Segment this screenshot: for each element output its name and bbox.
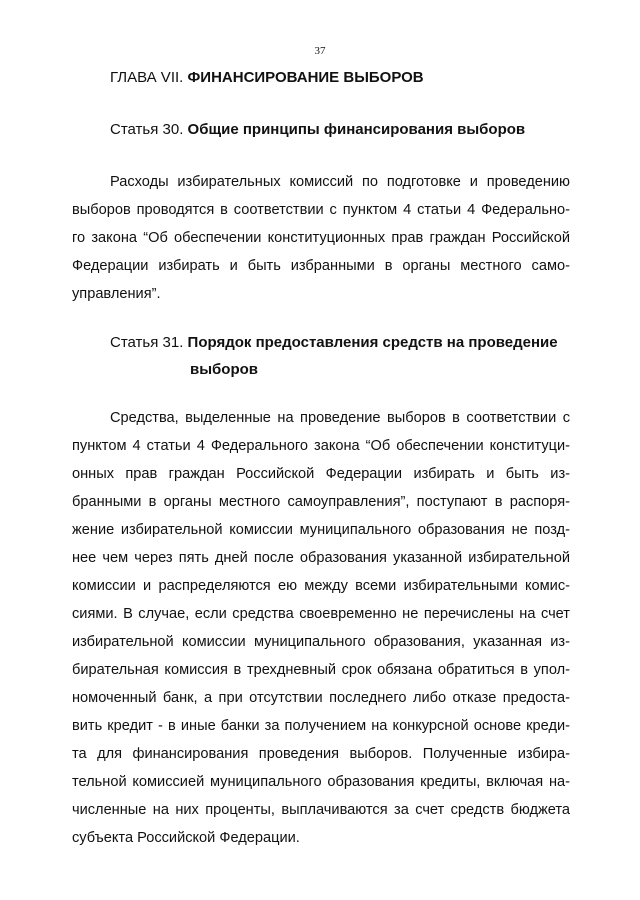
paragraph-line: номоченный банк, а при отсутствии последнего либо отказе предоста- xyxy=(72,690,570,706)
paragraph-line: бирательная комиссия в трехдневный срок обязана обратиться в упол- xyxy=(72,662,570,678)
chapter-title: ФИНАНСИРОВАНИЕ ВЫБОРОВ xyxy=(187,69,424,86)
chapter-heading xyxy=(110,68,424,88)
article-31-prefix: Статья 31. xyxy=(110,334,188,351)
paragraph-line: тельной комиссией муниципального образования кредиты, включая на- xyxy=(72,774,570,790)
article-31-heading xyxy=(110,333,558,353)
paragraph-line: комиссии и распределяются ею между всеми избирательными комис- xyxy=(72,578,570,594)
article-30-prefix: Статья 30. xyxy=(110,121,188,138)
paragraph-line: нее чем через пять дней после образования указанной избирательной xyxy=(72,550,570,566)
paragraph-line: выборов проводятся в соответствии с пунктом 4 статьи 4 Федерально- xyxy=(72,202,570,218)
paragraph-line: та для финансирования проведения выборов. Полученные избира- xyxy=(72,746,570,762)
paragraph-line: управления”. xyxy=(72,286,161,302)
page-number: 37 xyxy=(314,45,326,57)
paragraph-line: сиями. В случае, если средства своевременно не перечислены на счет xyxy=(72,606,570,622)
article-30-title: Общие принципы финансирования выборов xyxy=(187,121,526,138)
paragraph-line: субъекта Российской Федерации. xyxy=(72,830,300,846)
paragraph-line: жение избирательной комиссии муниципального образования не позд- xyxy=(72,522,570,538)
article-30-paragraph xyxy=(72,168,570,308)
paragraph-line: бранными в органы местного самоуправления”, поступают в распоря- xyxy=(72,494,570,510)
article-30-heading xyxy=(110,120,525,140)
paragraph-line: онных прав граждан Российской Федерации избирать и быть из- xyxy=(72,466,570,482)
article-31-paragraph xyxy=(72,404,570,852)
article-31-title-line2: выборов xyxy=(190,361,259,378)
paragraph-line: Федерации избирать и быть избранными в органы местного само- xyxy=(72,258,570,274)
paragraph-line: пунктом 4 статьи 4 Федерального закона “Об обеспечении конституци- xyxy=(72,438,570,454)
chapter-prefix: ГЛАВА VII. xyxy=(110,69,188,86)
paragraph-line: Расходы избирательных комиссий по подготовке и проведению xyxy=(110,174,570,190)
paragraph-line: численные на них проценты, выплачиваются за счет средств бюджета xyxy=(72,802,570,818)
paragraph-line: вить кредит - в иные банки за получением на конкурсной основе креди- xyxy=(72,718,570,734)
article-31-title-line1: Порядок предоставления средств на проведение xyxy=(187,334,558,351)
paragraph-line: го закона “Об обеспечении конституционных прав граждан Российской xyxy=(72,230,570,246)
paragraph-line: избирательной комиссии муниципального образования, указанная из- xyxy=(72,634,570,650)
paragraph-line: Средства, выделенные на проведение выборов в соответствии с xyxy=(110,410,570,426)
